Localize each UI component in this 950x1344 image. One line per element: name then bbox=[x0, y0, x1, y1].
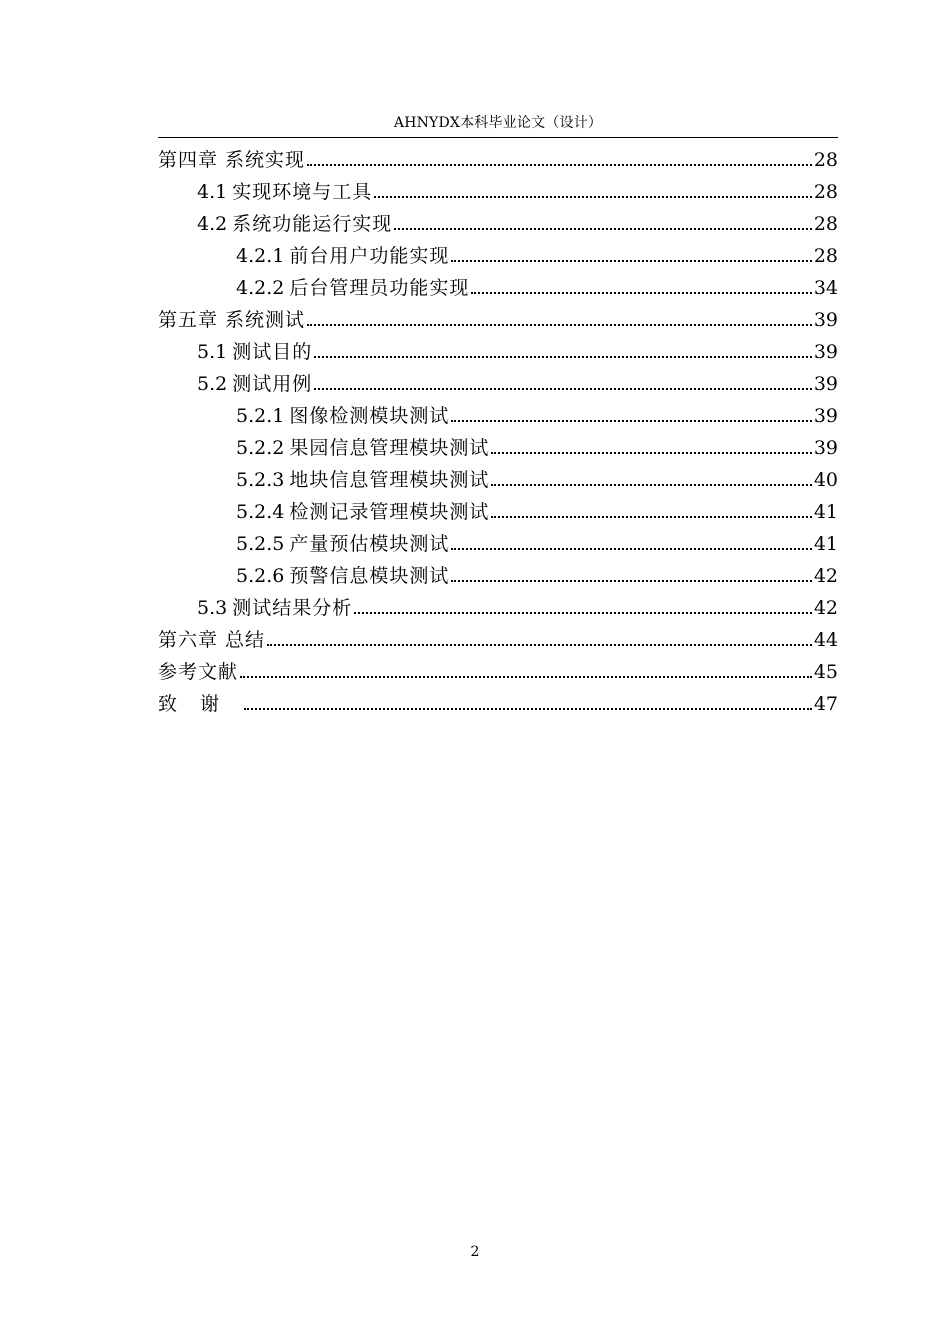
toc-entry-title: 前台用户功能实现 bbox=[289, 245, 450, 267]
toc-entry-number: 5.2.4 bbox=[236, 501, 285, 523]
toc-entry[interactable] bbox=[158, 652, 838, 684]
toc-entry-title: 地块信息管理模块测试 bbox=[289, 469, 490, 491]
toc-dot-leader bbox=[451, 260, 811, 262]
toc-entry-page: 28 bbox=[813, 149, 838, 171]
toc-entry-number: 5.2.1 bbox=[236, 405, 285, 427]
toc-dot-leader bbox=[451, 420, 811, 422]
toc-entry-title: 第六章 总结 bbox=[158, 629, 266, 651]
toc-dot-leader bbox=[307, 164, 812, 166]
toc-dot-leader bbox=[244, 708, 812, 710]
page-number: 2 bbox=[470, 1244, 480, 1260]
toc-entry-page: 41 bbox=[813, 533, 838, 555]
toc-dot-leader bbox=[240, 676, 812, 678]
toc-entry-title: 测试目的 bbox=[232, 341, 313, 363]
toc-entry-number: 4.1 bbox=[197, 181, 228, 203]
toc-entry-page: 39 bbox=[813, 373, 838, 395]
toc-entry[interactable] bbox=[158, 268, 838, 300]
toc-entry-page: 34 bbox=[813, 277, 838, 299]
toc-dot-leader bbox=[471, 292, 811, 294]
toc-entry-page: 28 bbox=[813, 245, 838, 267]
toc-entry[interactable] bbox=[158, 588, 838, 620]
toc-entry-number: 5.3 bbox=[197, 597, 228, 619]
toc-entry-page: 39 bbox=[813, 405, 838, 427]
toc-entry[interactable] bbox=[158, 428, 838, 460]
toc-entry-title: 系统功能运行实现 bbox=[232, 213, 393, 235]
toc-entry-title: 第四章 系统实现 bbox=[158, 149, 306, 171]
toc-entry-page: 39 bbox=[813, 309, 838, 331]
toc-entry-page: 45 bbox=[813, 661, 838, 683]
toc-entry[interactable] bbox=[158, 620, 838, 652]
toc-dot-leader bbox=[394, 228, 812, 230]
toc-entry[interactable] bbox=[158, 492, 838, 524]
toc-entry[interactable] bbox=[158, 140, 838, 172]
toc-entry-title: 实现环境与工具 bbox=[232, 181, 373, 203]
toc-entry[interactable] bbox=[158, 364, 838, 396]
toc-entry-title: 测试结果分析 bbox=[232, 597, 353, 619]
toc-entry[interactable] bbox=[158, 556, 838, 588]
toc-entry[interactable] bbox=[158, 300, 838, 332]
toc-entry-title: 果园信息管理模块测试 bbox=[289, 437, 490, 459]
toc-dot-leader bbox=[267, 644, 812, 646]
toc-dot-leader bbox=[374, 196, 812, 198]
toc-dot-leader bbox=[491, 452, 811, 454]
toc-entry[interactable] bbox=[158, 332, 838, 364]
toc-entry-number: 5.2.6 bbox=[236, 565, 285, 587]
toc-dot-leader bbox=[307, 324, 812, 326]
toc-entry[interactable] bbox=[158, 204, 838, 236]
toc-entry-page: 39 bbox=[813, 437, 838, 459]
toc-entry-number: 5.2.3 bbox=[236, 469, 285, 491]
toc-entry-number: 4.2.1 bbox=[236, 245, 285, 267]
table-of-contents bbox=[158, 140, 838, 716]
toc-entry-title: 致谢 bbox=[158, 693, 243, 715]
toc-entry-title: 预警信息模块测试 bbox=[289, 565, 450, 587]
toc-entry-title: 检测记录管理模块测试 bbox=[289, 501, 490, 523]
toc-entry[interactable] bbox=[158, 396, 838, 428]
toc-entry-title: 图像检测模块测试 bbox=[289, 405, 450, 427]
toc-entry-number: 5.2.2 bbox=[236, 437, 285, 459]
toc-entry-page: 41 bbox=[813, 501, 838, 523]
toc-entry-page: 42 bbox=[813, 597, 838, 619]
toc-entry-page: 28 bbox=[813, 213, 838, 235]
toc-entry-number: 5.2 bbox=[197, 373, 228, 395]
header-rule bbox=[158, 137, 838, 138]
toc-entry-title: 第五章 系统测试 bbox=[158, 309, 306, 331]
toc-entry-number: 4.2 bbox=[197, 213, 228, 235]
toc-entry-page: 44 bbox=[813, 629, 838, 651]
toc-entry-title: 产量预估模块测试 bbox=[289, 533, 450, 555]
toc-entry[interactable] bbox=[158, 172, 838, 204]
toc-dot-leader bbox=[491, 516, 811, 518]
toc-dot-leader bbox=[354, 612, 812, 614]
running-header: AHNYDX本科毕业论文（设计） bbox=[393, 115, 603, 131]
toc-entry-number: 5.1 bbox=[197, 341, 228, 363]
toc-entry-page: 42 bbox=[813, 565, 838, 587]
toc-entry[interactable] bbox=[158, 460, 838, 492]
toc-dot-leader bbox=[451, 548, 811, 550]
toc-dot-leader bbox=[314, 388, 812, 390]
toc-entry-title: 后台管理员功能实现 bbox=[289, 277, 470, 299]
toc-entry-page: 28 bbox=[813, 181, 838, 203]
toc-entry-page: 39 bbox=[813, 341, 838, 363]
toc-entry[interactable] bbox=[158, 524, 838, 556]
toc-entry-page: 47 bbox=[813, 693, 838, 715]
toc-entry-title: 参考文献 bbox=[158, 661, 239, 683]
toc-entry-title: 测试用例 bbox=[232, 373, 313, 395]
toc-entry-page: 40 bbox=[813, 469, 838, 491]
toc-entry-number: 5.2.5 bbox=[236, 533, 285, 555]
toc-dot-leader bbox=[451, 580, 811, 582]
toc-entry[interactable] bbox=[158, 684, 838, 716]
toc-dot-leader bbox=[491, 484, 811, 486]
toc-entry-number: 4.2.2 bbox=[236, 277, 285, 299]
toc-dot-leader bbox=[314, 356, 812, 358]
toc-entry[interactable] bbox=[158, 236, 838, 268]
